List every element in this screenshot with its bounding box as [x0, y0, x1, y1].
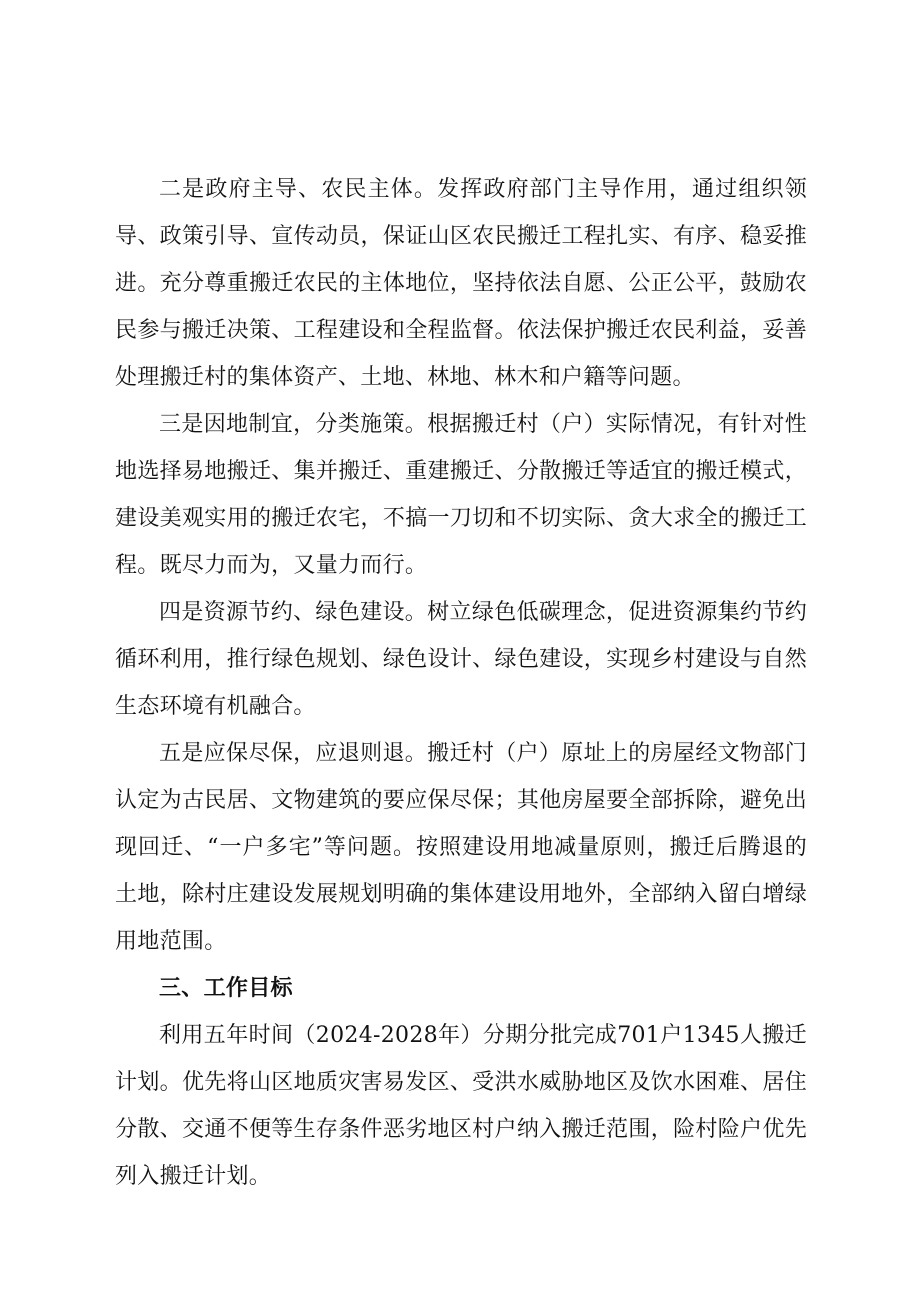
paragraph-local-conditions: 三是因地制宜，分类施策。根据搬迁村（户）实际情况，有针对性地选择易地搬迁、集并搬迁、重建搬迁、分散搬迁等适宜的搬迁模式，建设美观实用的搬迁农宅，不搞一刀切和不切实际、贪大求全的搬迁工程。既尽力而为，又量力而行。 — [115, 412, 807, 578]
document-body — [115, 166, 807, 1200]
section-heading-work-goals: 三、工作目标 — [159, 976, 293, 1001]
paragraph-resource-saving: 四是资源节约、绿色建设。树立绿色低碳理念，促进资源集约节约循环利用，推行绿色规划、绿色设计、绿色建设，实现乡村建设与自然生态环境有机融合。 — [115, 600, 807, 719]
paragraph-preserve-or-withdraw: 五是应保尽保，应退则退。搬迁村（户）原址上的房屋经文物部门认定为古民居、文物建筑的要应保尽保；其他房屋要全部拆除，避免出现回迁、“一户多宅”等问题。按照建设用地减量原则，搬迁后腾退的土地，除村庄建设发展规划明确的集体建设用地外，全部纳入留白增绿用地范围。 — [115, 741, 807, 954]
paragraph-government-led: 二是政府主导、农民主体。发挥政府部门主导作用，通过组织领导、政策引导、宣传动员，保证山区农民搬迁工程扎实、有序、稳妥推进。充分尊重搬迁农民的主体地位，坚持依法自愿、公正公平，鼓励农民参与搬迁决策、工程建设和全程监督。依法保护搬迁农民利益，妥善处理搬迁村的集体资产、土地、林地、林木和户籍等问题。 — [115, 177, 807, 390]
paragraph-work-goals: 利用五年时间（2024-2028年）分期分批完成701户1345人搬迁计划。优先将山区地质灾害易发区、受洪水威胁地区及饮水困难、居住分散、交通不便等生存条件恶劣地区村户纳入搬迁范围，险村险户优先列入搬迁计划。 — [115, 1023, 807, 1189]
